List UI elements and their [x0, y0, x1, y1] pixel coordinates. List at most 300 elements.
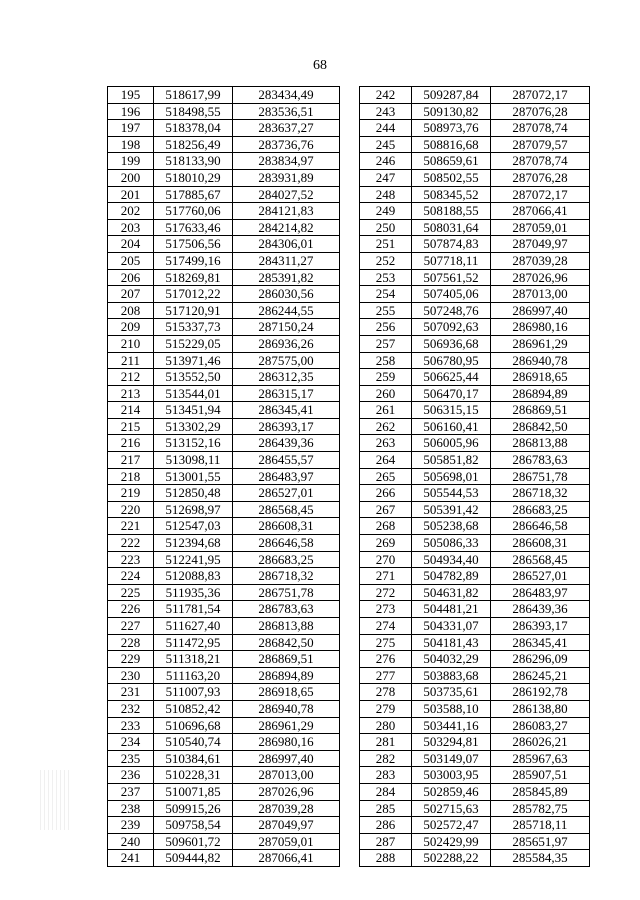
coordinates-table-right [359, 86, 590, 867]
table-row [108, 452, 340, 469]
x-coordinate-cell: 510852,42 [154, 700, 233, 717]
y-coordinate-cell: 286345,41 [233, 402, 340, 419]
x-coordinate-cell: 513552,50 [154, 369, 233, 386]
table-row [108, 219, 340, 236]
x-coordinate-cell: 517760,06 [154, 203, 233, 220]
y-coordinate-cell: 287072,17 [491, 186, 590, 203]
point-number-cell: 228 [108, 634, 154, 651]
table-row [108, 153, 340, 170]
y-coordinate-cell: 285584,35 [491, 850, 590, 867]
x-coordinate-cell: 513152,16 [154, 435, 233, 452]
x-coordinate-cell: 510071,85 [154, 783, 233, 800]
table-row [108, 236, 340, 253]
table-row [360, 783, 590, 800]
table-row [360, 667, 590, 684]
table-row [360, 850, 590, 867]
y-coordinate-cell: 286393,17 [491, 618, 590, 635]
y-coordinate-cell: 286997,40 [233, 750, 340, 767]
y-coordinate-cell: 285718,11 [491, 817, 590, 834]
y-coordinate-cell: 287039,28 [233, 800, 340, 817]
table-row [108, 833, 340, 850]
table-row [108, 169, 340, 186]
x-coordinate-cell: 513451,94 [154, 402, 233, 419]
table-row [108, 684, 340, 701]
y-coordinate-cell: 286030,56 [233, 286, 340, 303]
x-coordinate-cell: 513001,55 [154, 468, 233, 485]
y-coordinate-cell: 286608,31 [491, 535, 590, 552]
table-row [360, 418, 590, 435]
point-number-cell: 197 [108, 120, 154, 137]
y-coordinate-cell: 286894,89 [233, 667, 340, 684]
point-number-cell: 284 [360, 783, 412, 800]
point-number-cell: 216 [108, 435, 154, 452]
x-coordinate-cell: 513971,46 [154, 352, 233, 369]
table-row [108, 584, 340, 601]
x-coordinate-cell: 518133,90 [154, 153, 233, 170]
point-number-cell: 238 [108, 800, 154, 817]
y-coordinate-cell: 286245,21 [491, 667, 590, 684]
y-coordinate-cell: 287575,00 [233, 352, 340, 369]
table-row [360, 817, 590, 834]
y-coordinate-cell: 286345,41 [491, 634, 590, 651]
table-row [360, 186, 590, 203]
point-number-cell: 261 [360, 402, 412, 419]
y-coordinate-cell: 286683,25 [491, 501, 590, 518]
table-row [360, 219, 590, 236]
x-coordinate-cell: 511781,54 [154, 601, 233, 618]
table-row [360, 153, 590, 170]
x-coordinate-cell: 518269,81 [154, 269, 233, 286]
x-coordinate-cell: 510228,31 [154, 767, 233, 784]
x-coordinate-cell: 518256,49 [154, 136, 233, 153]
point-number-cell: 222 [108, 535, 154, 552]
table-row [360, 568, 590, 585]
x-coordinate-cell: 507248,76 [412, 302, 491, 319]
x-coordinate-cell: 508816,68 [412, 136, 491, 153]
point-number-cell: 263 [360, 435, 412, 452]
table-row [360, 501, 590, 518]
point-number-cell: 285 [360, 800, 412, 817]
x-coordinate-cell: 506936,68 [412, 335, 491, 352]
table-row [360, 319, 590, 336]
y-coordinate-cell: 286936,26 [233, 335, 340, 352]
coordinates-table-left-body [108, 87, 340, 867]
table-row [360, 618, 590, 635]
x-coordinate-cell: 505851,82 [412, 452, 491, 469]
y-coordinate-cell: 287026,96 [233, 783, 340, 800]
x-coordinate-cell: 504934,40 [412, 551, 491, 568]
y-coordinate-cell: 287150,24 [233, 319, 340, 336]
point-number-cell: 206 [108, 269, 154, 286]
point-number-cell: 240 [108, 833, 154, 850]
point-number-cell: 233 [108, 717, 154, 734]
point-number-cell: 195 [108, 87, 154, 104]
table-row [108, 352, 340, 369]
x-coordinate-cell: 509444,82 [154, 850, 233, 867]
x-coordinate-cell: 515337,73 [154, 319, 233, 336]
y-coordinate-cell: 286980,16 [491, 319, 590, 336]
y-coordinate-cell: 286869,51 [233, 651, 340, 668]
y-coordinate-cell: 287076,28 [491, 103, 590, 120]
y-coordinate-cell: 286192,78 [491, 684, 590, 701]
point-number-cell: 225 [108, 584, 154, 601]
y-coordinate-cell: 287049,97 [491, 236, 590, 253]
y-coordinate-cell: 286026,21 [491, 734, 590, 751]
table-row [108, 750, 340, 767]
x-coordinate-cell: 517506,56 [154, 236, 233, 253]
point-number-cell: 260 [360, 385, 412, 402]
point-number-cell: 220 [108, 501, 154, 518]
x-coordinate-cell: 503883,68 [412, 667, 491, 684]
point-number-cell: 217 [108, 452, 154, 469]
x-coordinate-cell: 511318,21 [154, 651, 233, 668]
coordinates-table-left [107, 86, 340, 867]
y-coordinate-cell: 284306,01 [233, 236, 340, 253]
table-row [108, 468, 340, 485]
point-number-cell: 232 [108, 700, 154, 717]
point-number-cell: 241 [108, 850, 154, 867]
point-number-cell: 271 [360, 568, 412, 585]
y-coordinate-cell: 286961,29 [491, 335, 590, 352]
y-coordinate-cell: 287066,41 [491, 203, 590, 220]
point-number-cell: 215 [108, 418, 154, 435]
table-row [360, 601, 590, 618]
table-row [360, 252, 590, 269]
y-coordinate-cell: 287013,00 [233, 767, 340, 784]
table-row [108, 535, 340, 552]
table-row [360, 717, 590, 734]
table-row [360, 402, 590, 419]
y-coordinate-cell: 287078,74 [491, 120, 590, 137]
table-row [360, 335, 590, 352]
y-coordinate-cell: 287059,01 [491, 219, 590, 236]
x-coordinate-cell: 512394,68 [154, 535, 233, 552]
point-number-cell: 272 [360, 584, 412, 601]
y-coordinate-cell: 286568,45 [233, 501, 340, 518]
point-number-cell: 275 [360, 634, 412, 651]
point-number-cell: 255 [360, 302, 412, 319]
y-coordinate-cell: 286646,58 [491, 518, 590, 535]
y-coordinate-cell: 284311,27 [233, 252, 340, 269]
table-row [108, 850, 340, 867]
point-number-cell: 268 [360, 518, 412, 535]
point-number-cell: 236 [108, 767, 154, 784]
x-coordinate-cell: 505391,42 [412, 501, 491, 518]
table-row [360, 485, 590, 502]
point-number-cell: 214 [108, 402, 154, 419]
y-coordinate-cell: 286646,58 [233, 535, 340, 552]
table-row [108, 700, 340, 717]
point-number-cell: 279 [360, 700, 412, 717]
point-number-cell: 196 [108, 103, 154, 120]
x-coordinate-cell: 502859,46 [412, 783, 491, 800]
point-number-cell: 269 [360, 535, 412, 552]
y-coordinate-cell: 286608,31 [233, 518, 340, 535]
x-coordinate-cell: 502429,99 [412, 833, 491, 850]
table-row [108, 800, 340, 817]
x-coordinate-cell: 512698,97 [154, 501, 233, 518]
x-coordinate-cell: 504331,07 [412, 618, 491, 635]
y-coordinate-cell: 286718,32 [491, 485, 590, 502]
y-coordinate-cell: 285391,82 [233, 269, 340, 286]
point-number-cell: 239 [108, 817, 154, 834]
y-coordinate-cell: 284027,52 [233, 186, 340, 203]
y-coordinate-cell: 286751,78 [491, 468, 590, 485]
x-coordinate-cell: 507092,63 [412, 319, 491, 336]
table-row [360, 651, 590, 668]
x-coordinate-cell: 508502,55 [412, 169, 491, 186]
x-coordinate-cell: 509601,72 [154, 833, 233, 850]
point-number-cell: 246 [360, 153, 412, 170]
x-coordinate-cell: 503735,61 [412, 684, 491, 701]
y-coordinate-cell: 283434,49 [233, 87, 340, 104]
point-number-cell: 200 [108, 169, 154, 186]
point-number-cell: 252 [360, 252, 412, 269]
table-row [360, 684, 590, 701]
point-number-cell: 277 [360, 667, 412, 684]
y-coordinate-cell: 286997,40 [491, 302, 590, 319]
x-coordinate-cell: 506780,95 [412, 352, 491, 369]
y-coordinate-cell: 286393,17 [233, 418, 340, 435]
table-row [108, 485, 340, 502]
table-row [108, 369, 340, 386]
point-number-cell: 227 [108, 618, 154, 635]
table-row [108, 601, 340, 618]
x-coordinate-cell: 503149,07 [412, 750, 491, 767]
x-coordinate-cell: 517120,91 [154, 302, 233, 319]
point-number-cell: 235 [108, 750, 154, 767]
x-coordinate-cell: 503588,10 [412, 700, 491, 717]
x-coordinate-cell: 517012,22 [154, 286, 233, 303]
table-row [360, 750, 590, 767]
x-coordinate-cell: 509758,54 [154, 817, 233, 834]
x-coordinate-cell: 511935,36 [154, 584, 233, 601]
y-coordinate-cell: 287049,97 [233, 817, 340, 834]
x-coordinate-cell: 517633,46 [154, 219, 233, 236]
x-coordinate-cell: 506625,44 [412, 369, 491, 386]
point-number-cell: 210 [108, 335, 154, 352]
table-row [108, 783, 340, 800]
point-number-cell: 211 [108, 352, 154, 369]
point-number-cell: 259 [360, 369, 412, 386]
x-coordinate-cell: 504181,43 [412, 634, 491, 651]
table-row [360, 518, 590, 535]
y-coordinate-cell: 283931,89 [233, 169, 340, 186]
point-number-cell: 257 [360, 335, 412, 352]
x-coordinate-cell: 507405,06 [412, 286, 491, 303]
x-coordinate-cell: 505698,01 [412, 468, 491, 485]
y-coordinate-cell: 286783,63 [233, 601, 340, 618]
y-coordinate-cell: 286940,78 [491, 352, 590, 369]
point-number-cell: 224 [108, 568, 154, 585]
point-number-cell: 287 [360, 833, 412, 850]
x-coordinate-cell: 512850,48 [154, 485, 233, 502]
table-row [360, 103, 590, 120]
point-number-cell: 244 [360, 120, 412, 137]
point-number-cell: 288 [360, 850, 412, 867]
y-coordinate-cell: 286083,27 [491, 717, 590, 734]
x-coordinate-cell: 513098,11 [154, 452, 233, 469]
table-row [108, 269, 340, 286]
y-coordinate-cell: 287078,74 [491, 153, 590, 170]
point-number-cell: 254 [360, 286, 412, 303]
x-coordinate-cell: 504032,29 [412, 651, 491, 668]
x-coordinate-cell: 511163,20 [154, 667, 233, 684]
x-coordinate-cell: 509915,26 [154, 800, 233, 817]
y-coordinate-cell: 283834,97 [233, 153, 340, 170]
point-number-cell: 251 [360, 236, 412, 253]
y-coordinate-cell: 284121,83 [233, 203, 340, 220]
y-coordinate-cell: 286439,36 [491, 601, 590, 618]
x-coordinate-cell: 517499,16 [154, 252, 233, 269]
table-row [108, 203, 340, 220]
y-coordinate-cell: 286918,65 [233, 684, 340, 701]
point-number-cell: 247 [360, 169, 412, 186]
point-number-cell: 256 [360, 319, 412, 336]
point-number-cell: 199 [108, 153, 154, 170]
point-number-cell: 283 [360, 767, 412, 784]
point-number-cell: 221 [108, 518, 154, 535]
x-coordinate-cell: 508031,64 [412, 219, 491, 236]
x-coordinate-cell: 512547,03 [154, 518, 233, 535]
x-coordinate-cell: 517885,67 [154, 186, 233, 203]
x-coordinate-cell: 508659,61 [412, 153, 491, 170]
y-coordinate-cell: 287013,00 [491, 286, 590, 303]
x-coordinate-cell: 511627,40 [154, 618, 233, 635]
scan-artifact [40, 770, 70, 830]
point-number-cell: 265 [360, 468, 412, 485]
table-row [360, 634, 590, 651]
y-coordinate-cell: 287059,01 [233, 833, 340, 850]
point-number-cell: 262 [360, 418, 412, 435]
point-number-cell: 273 [360, 601, 412, 618]
point-number-cell: 282 [360, 750, 412, 767]
x-coordinate-cell: 506470,17 [412, 385, 491, 402]
y-coordinate-cell: 286315,17 [233, 385, 340, 402]
x-coordinate-cell: 508973,76 [412, 120, 491, 137]
table-row [360, 302, 590, 319]
y-coordinate-cell: 286813,88 [233, 618, 340, 635]
x-coordinate-cell: 518010,29 [154, 169, 233, 186]
x-coordinate-cell: 510384,61 [154, 750, 233, 767]
point-number-cell: 237 [108, 783, 154, 800]
table-row [108, 418, 340, 435]
table-row [108, 286, 340, 303]
point-number-cell: 249 [360, 203, 412, 220]
x-coordinate-cell: 504631,82 [412, 584, 491, 601]
x-coordinate-cell: 509287,84 [412, 87, 491, 104]
table-row [360, 269, 590, 286]
table-row [108, 667, 340, 684]
table-row [360, 87, 590, 104]
page-number: 68 [313, 58, 327, 73]
y-coordinate-cell: 284214,82 [233, 219, 340, 236]
y-coordinate-cell: 286980,16 [233, 734, 340, 751]
point-number-cell: 274 [360, 618, 412, 635]
table-row [360, 535, 590, 552]
x-coordinate-cell: 510540,74 [154, 734, 233, 751]
point-number-cell: 212 [108, 369, 154, 386]
x-coordinate-cell: 507718,11 [412, 252, 491, 269]
point-number-cell: 205 [108, 252, 154, 269]
table-row [108, 634, 340, 651]
point-number-cell: 286 [360, 817, 412, 834]
x-coordinate-cell: 510696,68 [154, 717, 233, 734]
y-coordinate-cell: 286244,55 [233, 302, 340, 319]
table-row [108, 402, 340, 419]
point-number-cell: 250 [360, 219, 412, 236]
table-row [108, 136, 340, 153]
y-coordinate-cell: 286439,36 [233, 435, 340, 452]
x-coordinate-cell: 511472,95 [154, 634, 233, 651]
table-row [108, 120, 340, 137]
table-row [360, 352, 590, 369]
point-number-cell: 267 [360, 501, 412, 518]
table-row [108, 551, 340, 568]
table-row [108, 767, 340, 784]
x-coordinate-cell: 502288,22 [412, 850, 491, 867]
y-coordinate-cell: 286842,50 [233, 634, 340, 651]
x-coordinate-cell: 506160,41 [412, 418, 491, 435]
table-row [108, 651, 340, 668]
x-coordinate-cell: 512241,95 [154, 551, 233, 568]
table-row [360, 584, 590, 601]
point-number-cell: 280 [360, 717, 412, 734]
table-row [108, 87, 340, 104]
y-coordinate-cell: 285845,89 [491, 783, 590, 800]
y-coordinate-cell: 283736,76 [233, 136, 340, 153]
table-row [108, 385, 340, 402]
table-row [360, 169, 590, 186]
table-row [360, 385, 590, 402]
point-number-cell: 209 [108, 319, 154, 336]
x-coordinate-cell: 502572,47 [412, 817, 491, 834]
y-coordinate-cell: 287026,96 [491, 269, 590, 286]
table-row [108, 568, 340, 585]
point-number-cell: 218 [108, 468, 154, 485]
y-coordinate-cell: 287066,41 [233, 850, 340, 867]
point-number-cell: 278 [360, 684, 412, 701]
y-coordinate-cell: 286751,78 [233, 584, 340, 601]
y-coordinate-cell: 286918,65 [491, 369, 590, 386]
point-number-cell: 270 [360, 551, 412, 568]
table-row [108, 302, 340, 319]
y-coordinate-cell: 286813,88 [491, 435, 590, 452]
point-number-cell: 207 [108, 286, 154, 303]
table-row [360, 452, 590, 469]
point-number-cell: 204 [108, 236, 154, 253]
y-coordinate-cell: 287079,57 [491, 136, 590, 153]
y-coordinate-cell: 287039,28 [491, 252, 590, 269]
table-row [108, 252, 340, 269]
point-number-cell: 242 [360, 87, 412, 104]
table-row [360, 369, 590, 386]
point-number-cell: 203 [108, 219, 154, 236]
point-number-cell: 201 [108, 186, 154, 203]
table-row [360, 551, 590, 568]
x-coordinate-cell: 512088,83 [154, 568, 233, 585]
y-coordinate-cell: 283637,27 [233, 120, 340, 137]
table-row [108, 335, 340, 352]
point-number-cell: 248 [360, 186, 412, 203]
x-coordinate-cell: 518498,55 [154, 103, 233, 120]
x-coordinate-cell: 505544,53 [412, 485, 491, 502]
x-coordinate-cell: 509130,82 [412, 103, 491, 120]
y-coordinate-cell: 286296,09 [491, 651, 590, 668]
table-row [108, 734, 340, 751]
y-coordinate-cell: 286842,50 [491, 418, 590, 435]
point-number-cell: 202 [108, 203, 154, 220]
